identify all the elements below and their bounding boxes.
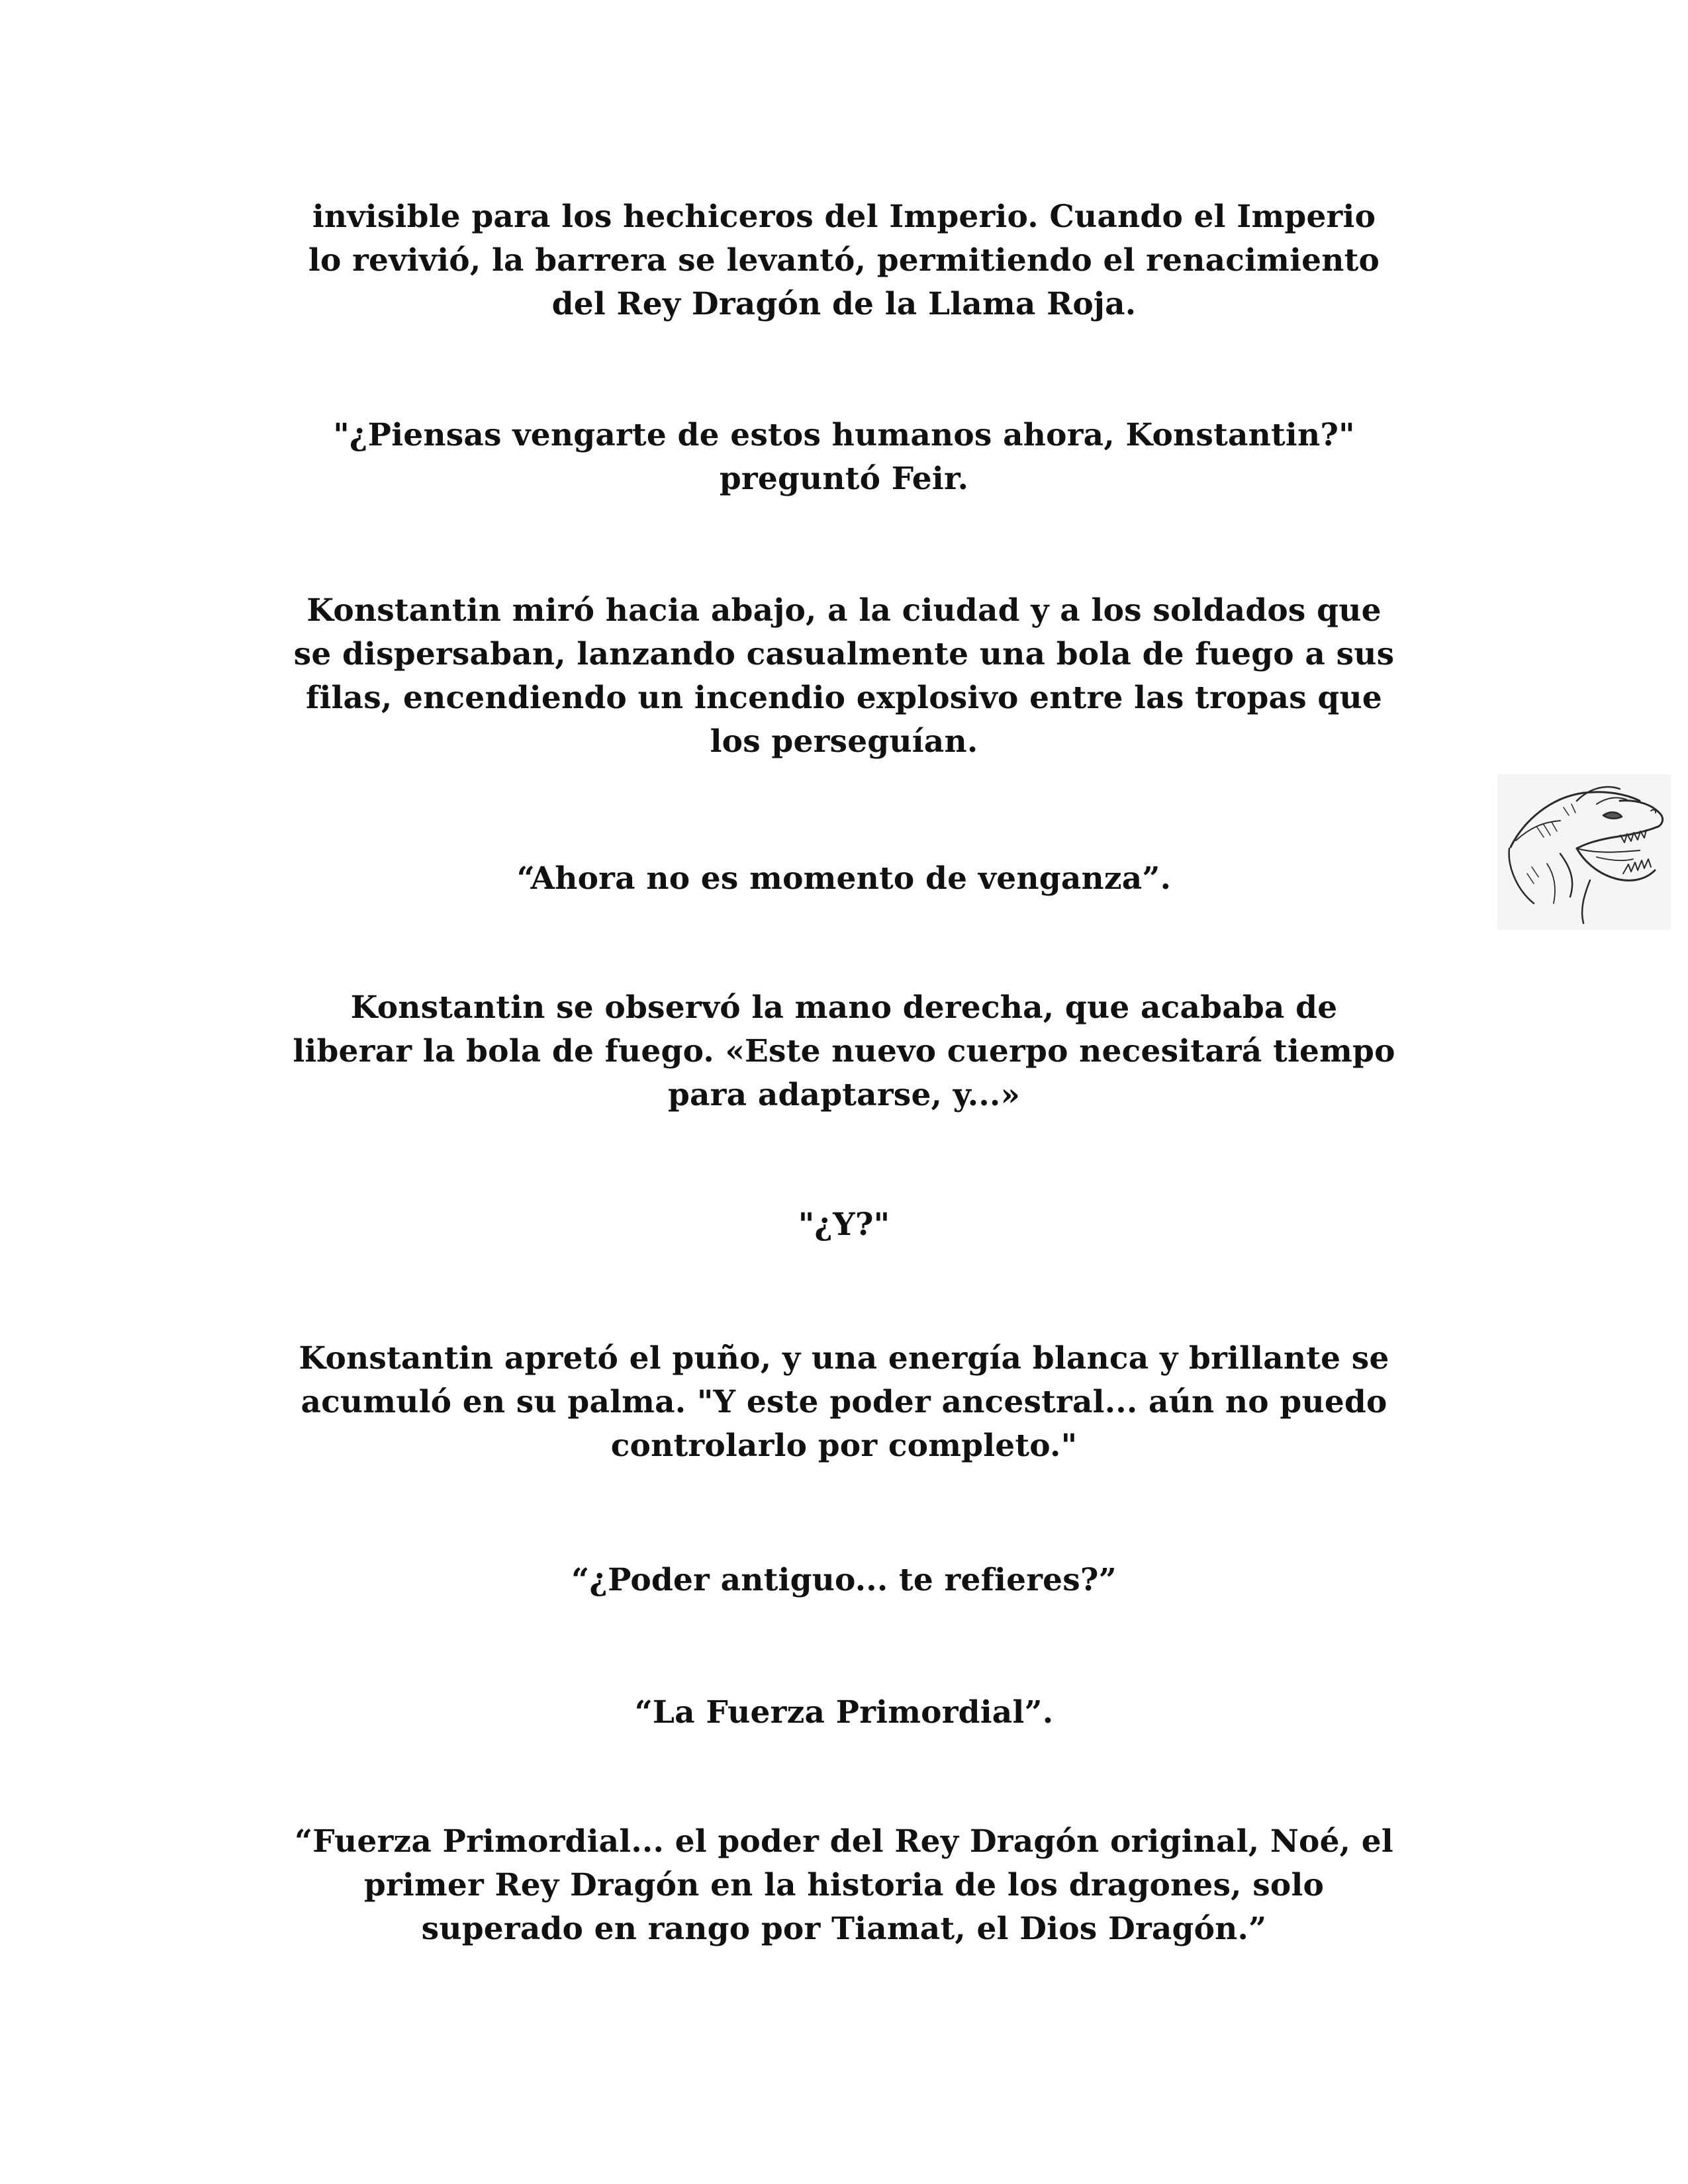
paragraph-1 bbox=[228, 195, 1460, 326]
paragraph-line: liberar la bola de fuego. «Este nuevo cuerpo necesitará tiempo bbox=[293, 1033, 1395, 1069]
paragraph-line: Konstantin miró hacia abajo, a la ciudad y a los soldados que bbox=[306, 592, 1382, 629]
paragraph-line: primer Rey Dragón en la historia de los dragones, solo bbox=[363, 1867, 1325, 1903]
paragraph-7 bbox=[228, 1337, 1460, 1468]
paragraph-8 bbox=[228, 1559, 1460, 1602]
paragraph-2 bbox=[228, 414, 1460, 501]
paragraph-line: "¿Y?" bbox=[798, 1206, 890, 1243]
paragraph-10 bbox=[228, 1820, 1460, 1951]
paragraph-4 bbox=[228, 857, 1460, 901]
paragraph-5 bbox=[228, 986, 1460, 1117]
paragraph-line: para adaptarse, y...» bbox=[667, 1077, 1021, 1113]
paragraph-line: superado en rango por Tiamat, el Dios Dragón.” bbox=[421, 1911, 1267, 1947]
paragraph-line: “La Fuerza Primordial”. bbox=[634, 1694, 1054, 1731]
paragraph-6 bbox=[228, 1203, 1460, 1247]
paragraph-line: invisible para los hechiceros del Imperio. Cuando el Imperio bbox=[312, 199, 1376, 235]
paragraph-9 bbox=[228, 1691, 1460, 1735]
paragraph-line: preguntó Feir. bbox=[719, 461, 969, 497]
dragon-head-sketch-icon bbox=[1497, 774, 1671, 930]
paragraph-line: del Rey Dragón de la Llama Roja. bbox=[551, 286, 1137, 322]
paragraph-line: "¿Piensas vengarte de estos humanos ahora, Konstantin?" bbox=[333, 417, 1355, 453]
paragraph-line: Konstantin apretó el puño, y una energía blanca y brillante se bbox=[299, 1340, 1389, 1377]
paragraph-3 bbox=[228, 589, 1460, 764]
paragraph-line: Konstantin se observó la mano derecha, que acababa de bbox=[350, 989, 1338, 1026]
paragraph-line: “Ahora no es momento de venganza”. bbox=[516, 860, 1172, 897]
paragraph-line: se dispersaban, lanzando casualmente una bola de fuego a sus bbox=[293, 636, 1395, 672]
paragraph-line: “Fuerza Primordial... el poder del Rey Dragón original, Noé, el bbox=[295, 1823, 1393, 1860]
paragraph-line: los perseguían. bbox=[710, 723, 978, 760]
paragraph-line: lo revivió, la barrera se levantó, permitiendo el renacimiento bbox=[308, 242, 1380, 279]
paragraph-line: controlarlo por completo." bbox=[610, 1428, 1078, 1464]
paragraph-line: filas, encendiendo un incendio explosivo entre las tropas que bbox=[306, 680, 1382, 716]
paragraph-line: “¿Poder antiguo... te refieres?” bbox=[571, 1562, 1117, 1598]
paragraph-line: acumuló en su palma. "Y este poder ancestral... aún no puedo bbox=[301, 1384, 1387, 1420]
